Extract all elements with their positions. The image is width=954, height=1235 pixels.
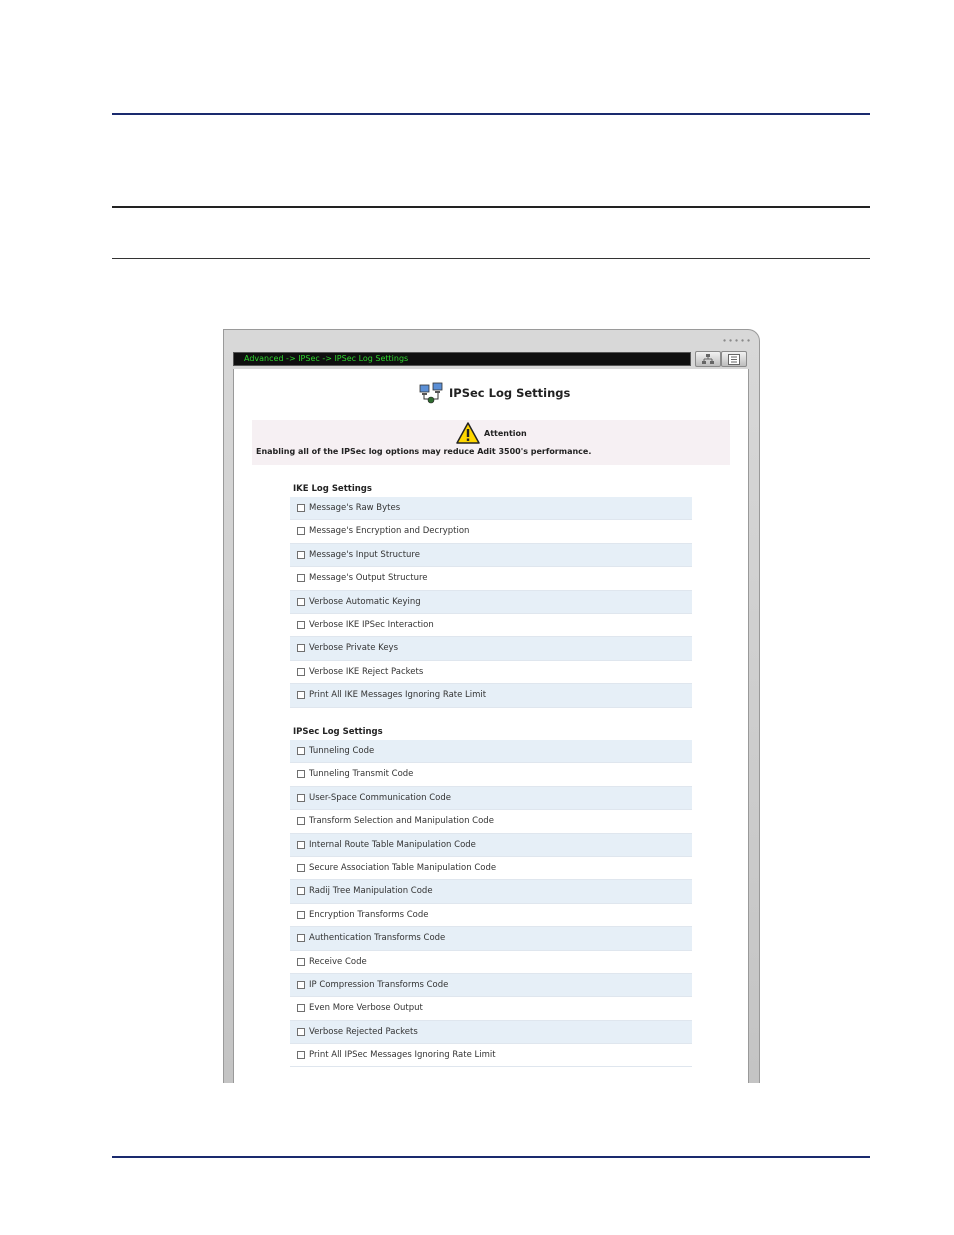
checkbox[interactable] xyxy=(297,574,305,582)
ike-option-row[interactable] xyxy=(290,614,692,637)
option-label: Encryption Transforms Code xyxy=(309,909,429,920)
section-rule-bottom xyxy=(112,258,870,259)
option-label: Verbose IKE Reject Packets xyxy=(309,666,424,677)
checkbox[interactable] xyxy=(297,1028,305,1036)
checkbox[interactable] xyxy=(297,794,305,802)
list-icon xyxy=(728,354,740,365)
option-label: Verbose IKE IPSec Interaction xyxy=(309,619,434,630)
checkbox[interactable] xyxy=(297,864,305,872)
attention-box xyxy=(252,420,730,465)
checkbox[interactable] xyxy=(297,691,305,699)
network-map-button[interactable] xyxy=(695,351,721,367)
content-pane xyxy=(233,369,749,1083)
option-label: Authentication Transforms Code xyxy=(309,933,446,944)
checkbox[interactable] xyxy=(297,668,305,676)
checkbox[interactable] xyxy=(297,747,305,755)
footer-rule xyxy=(112,1156,870,1158)
ike-settings-list xyxy=(290,497,692,708)
option-label: Print All IPSec Messages Ignoring Rate Limit xyxy=(309,1050,496,1061)
option-label: Secure Association Table Manipulation Code xyxy=(309,862,497,873)
page-title: IPSec Log Settings xyxy=(449,386,571,400)
option-label: Message's Input Structure xyxy=(309,549,420,560)
ipsec-settings-list xyxy=(290,740,692,1067)
ike-option-row[interactable] xyxy=(290,520,692,543)
option-label: Tunneling Code xyxy=(309,746,375,756)
ipsec-option-row[interactable] xyxy=(290,740,692,763)
checkbox[interactable] xyxy=(297,817,305,825)
checkbox[interactable] xyxy=(297,770,305,778)
ike-option-row[interactable] xyxy=(290,591,692,614)
checkbox[interactable] xyxy=(297,1004,305,1012)
option-label: Message's Output Structure xyxy=(309,573,428,584)
checkbox[interactable] xyxy=(297,887,305,895)
section-rule-top xyxy=(112,206,870,208)
ipsec-option-row[interactable] xyxy=(290,834,692,857)
checkbox[interactable] xyxy=(297,504,305,512)
checkbox[interactable] xyxy=(297,911,305,919)
checkbox[interactable] xyxy=(297,527,305,535)
option-label: Receive Code xyxy=(309,956,367,967)
option-label: Print All IKE Messages Ignoring Rate Limit xyxy=(309,690,487,701)
checkbox[interactable] xyxy=(297,598,305,606)
checkbox[interactable] xyxy=(297,621,305,629)
ike-option-row[interactable] xyxy=(290,661,692,684)
option-label: Message's Encryption and Decryption xyxy=(309,526,470,537)
option-label: Verbose Private Keys xyxy=(309,643,399,654)
checkbox[interactable] xyxy=(297,1051,305,1059)
ipsec-option-row[interactable] xyxy=(290,787,692,810)
checkbox[interactable] xyxy=(297,981,305,989)
ipsec-option-row[interactable] xyxy=(290,857,692,880)
checkbox[interactable] xyxy=(297,644,305,652)
ipsec-option-row[interactable] xyxy=(290,927,692,950)
checkbox[interactable] xyxy=(297,841,305,849)
option-label: User-Space Communication Code xyxy=(309,792,451,803)
checkbox[interactable] xyxy=(297,934,305,942)
ike-option-row[interactable] xyxy=(290,497,692,520)
checkbox[interactable] xyxy=(297,551,305,559)
ike-option-row[interactable] xyxy=(290,567,692,590)
option-label: Verbose Rejected Packets xyxy=(309,1026,418,1037)
ipsec-option-row[interactable] xyxy=(290,1021,692,1044)
ike-section-heading: IKE Log Settings xyxy=(293,484,372,494)
ipsec-option-row[interactable] xyxy=(290,997,692,1020)
ipsec-option-row[interactable] xyxy=(290,951,692,974)
option-label: IP Compression Transforms Code xyxy=(309,979,449,990)
breadcrumb-bar xyxy=(233,352,691,366)
option-label: Radij Tree Manipulation Code xyxy=(309,886,433,897)
app-window-screenshot xyxy=(223,329,760,1083)
option-label: Internal Route Table Manipulation Code xyxy=(309,839,476,850)
option-label: Tunneling Transmit Code xyxy=(309,769,414,780)
checkbox[interactable] xyxy=(297,958,305,966)
header-rule xyxy=(112,113,870,115)
option-label: Even More Verbose Output xyxy=(309,1003,423,1014)
menu-list-button[interactable] xyxy=(721,351,747,367)
option-label: Transform Selection and Manipulation Code xyxy=(309,816,494,827)
attention-title: Attention xyxy=(484,429,527,438)
option-label: Verbose Automatic Keying xyxy=(309,596,421,607)
warning-icon xyxy=(456,422,480,444)
ipsec-option-row[interactable] xyxy=(290,810,692,833)
ipsec-option-row[interactable] xyxy=(290,763,692,786)
option-label: Message's Raw Bytes xyxy=(309,503,401,513)
attention-message: Enabling all of the IPSec log options may reduce Adit 3500's performance. xyxy=(256,447,592,456)
ike-option-row[interactable] xyxy=(290,637,692,660)
ike-option-row[interactable] xyxy=(290,544,692,567)
ike-option-row[interactable] xyxy=(290,684,692,707)
ipsec-option-row[interactable] xyxy=(290,904,692,927)
ipsec-option-row[interactable] xyxy=(290,974,692,997)
ipsec-option-row[interactable] xyxy=(290,1044,692,1067)
breadcrumb[interactable]: Advanced -> IPSec -> IPSec Log Settings xyxy=(244,354,409,363)
network-icon xyxy=(702,354,714,365)
network-computers-icon xyxy=(419,382,445,404)
ipsec-option-row[interactable] xyxy=(290,880,692,903)
window-grip[interactable]: ∙∙∙∙∙ xyxy=(722,336,753,345)
ipsec-section-heading: IPSec Log Settings xyxy=(293,727,383,737)
